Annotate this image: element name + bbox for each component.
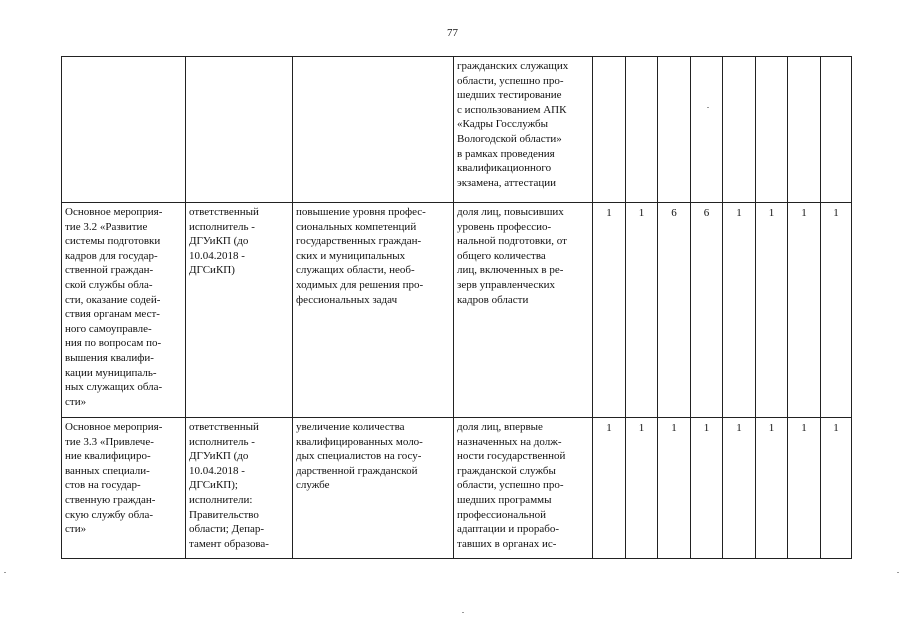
value-cell bbox=[723, 57, 756, 203]
value-cell: 1 bbox=[658, 418, 691, 559]
value-cell: 1 bbox=[788, 418, 821, 559]
value-cell: 1 bbox=[756, 418, 788, 559]
event-cell: Основное мероприя- тие 3.2 «Развитие системы подготовки кадров для государ- ственной граждан- ской службы обла- сти, оказание содей- ствия органам мест- ного самоуправле- ния по вопросам по- вышения квалифи- кации муниципаль- ных служащих обла- сти» bbox=[62, 203, 186, 418]
indicator-cell: доля лиц, впервые назначенных на долж- ности государственной гражданской службы области, успешно про- шедших программы профессиональной адаптации и прорабо- тавших в органах ис- bbox=[454, 418, 593, 559]
event-cell bbox=[62, 57, 186, 203]
result-cell: увеличение количества квалифицированных моло- дых специалистов на госу- дарственной гражданской службе bbox=[293, 418, 454, 559]
value-cell bbox=[626, 57, 658, 203]
value-cell: 1 bbox=[723, 203, 756, 418]
executor-cell bbox=[186, 57, 293, 203]
value-cell bbox=[691, 57, 723, 203]
page-number: 77 bbox=[447, 27, 458, 39]
table-row bbox=[62, 57, 852, 203]
value-cell: 1 bbox=[691, 418, 723, 559]
value-cell: 6 bbox=[691, 203, 723, 418]
table-body bbox=[62, 57, 852, 559]
value-cell: 1 bbox=[788, 203, 821, 418]
scan-speck bbox=[462, 612, 464, 613]
value-cell: 1 bbox=[626, 418, 658, 559]
scan-speck bbox=[707, 107, 709, 108]
value-cell: 1 bbox=[723, 418, 756, 559]
value-cell bbox=[593, 57, 626, 203]
value-cell bbox=[756, 57, 788, 203]
value-cell: 1 bbox=[593, 203, 626, 418]
value-cell: 1 bbox=[626, 203, 658, 418]
value-cell: 1 bbox=[821, 418, 852, 559]
table-row bbox=[62, 418, 852, 559]
program-events-table bbox=[61, 56, 852, 559]
result-cell: повышение уровня профес- сиональных компетенций государственных граждан- ских и муниципальных служащих области, необ- ходимых для решения про- фессиональных задач bbox=[293, 203, 454, 418]
indicator-cell: гражданских служащих области, успешно про- шедших тестирование с использованием АПК «Кадры Госслужбы Вологодской области» в рамках проведения квалификационного экзамена, аттестации bbox=[454, 57, 593, 203]
scan-speck bbox=[897, 572, 899, 573]
value-cell: 1 bbox=[593, 418, 626, 559]
value-cell bbox=[658, 57, 691, 203]
value-cell bbox=[821, 57, 852, 203]
result-cell bbox=[293, 57, 454, 203]
table-row bbox=[62, 203, 852, 418]
executor-cell: ответственный исполнитель - ДГУиКП (до 10.04.2018 - ДГСиКП) bbox=[186, 203, 293, 418]
value-cell: 1 bbox=[821, 203, 852, 418]
value-cell: 6 bbox=[658, 203, 691, 418]
scan-speck bbox=[4, 572, 6, 573]
indicator-cell: доля лиц, повысивших уровень профессио- нальной подготовки, от общего количества лиц, включенных в ре- зерв управленческих кадров области bbox=[454, 203, 593, 418]
executor-cell: ответственный исполнитель - ДГУиКП (до 10.04.2018 - ДГСиКП); исполнители: Правительство области; Депар- тамент образова- bbox=[186, 418, 293, 559]
event-cell: Основное мероприя- тие 3.3 «Привлече- ние квалифициро- ванных специали- стов на государ- ственную граждан- скую службу обла- сти» bbox=[62, 418, 186, 559]
value-cell bbox=[788, 57, 821, 203]
value-cell: 1 bbox=[756, 203, 788, 418]
